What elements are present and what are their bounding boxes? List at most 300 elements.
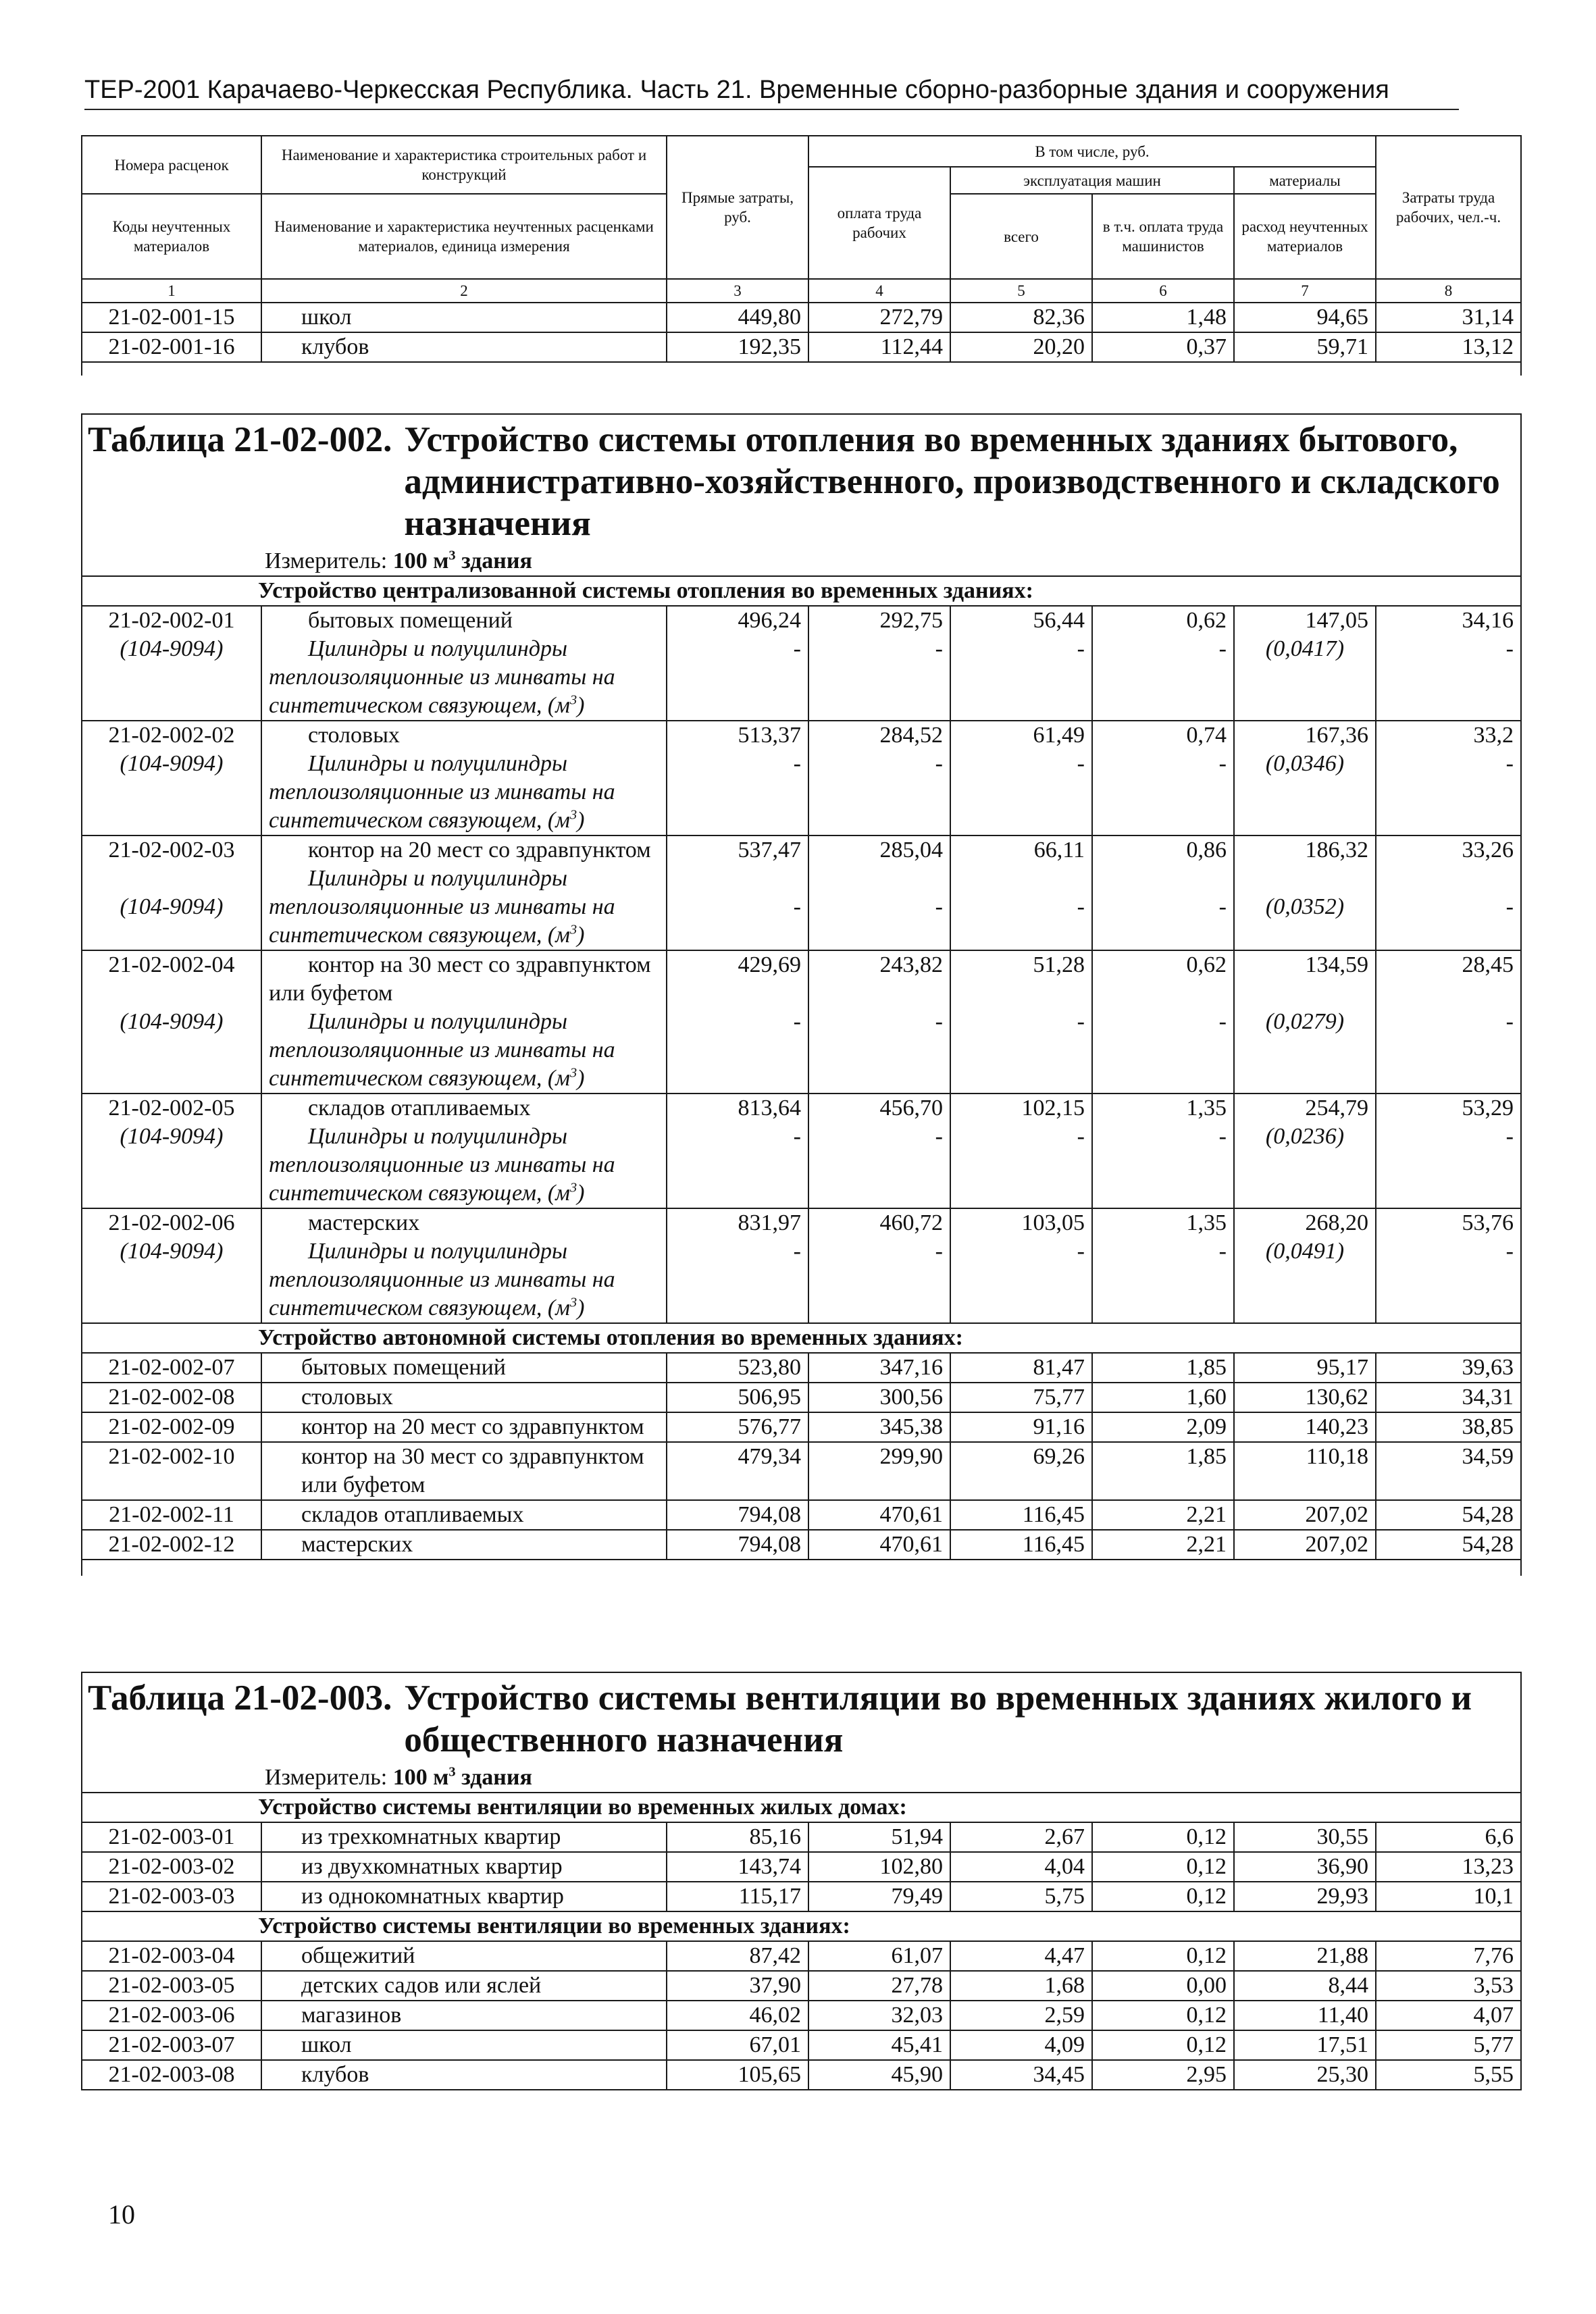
materials: 30,55 — [1234, 1822, 1376, 1852]
work-name-cell — [261, 721, 667, 835]
dash: - — [793, 636, 801, 661]
dash: - — [935, 751, 943, 776]
material-unit-close: ) — [577, 693, 585, 718]
direct-costs-cell — [667, 1208, 808, 1323]
materials-cell — [1234, 835, 1376, 950]
machinist-wages: 0,00 — [1092, 1971, 1234, 2001]
table-title-block — [82, 414, 1521, 547]
materials-cell — [1234, 1208, 1376, 1323]
materials: 36,90 — [1234, 1852, 1376, 1882]
machines-total: 91,16 — [950, 1412, 1092, 1442]
materials-cell — [1234, 950, 1376, 1094]
col-num-5: 5 — [950, 279, 1092, 303]
material-code: (104-9094) — [120, 751, 224, 776]
table-row — [82, 1882, 1521, 1911]
material-code: (104-9094) — [120, 1239, 224, 1264]
material-name-text: Цилиндры и полуцилиндры теплоизоляционные из минваты на синтетическом связующем, (м — [269, 636, 615, 718]
labor-hours: 33,26 — [1462, 838, 1514, 863]
work-name: бытовых помещений — [308, 608, 513, 633]
dash: - — [1505, 1009, 1514, 1034]
labor-hours-cell — [1376, 1094, 1521, 1208]
labor-hours: 34,59 — [1376, 1442, 1521, 1500]
work-name: мастерских — [308, 1210, 420, 1235]
materials: 186,32 — [1305, 838, 1368, 863]
table-row — [82, 2001, 1521, 2030]
material-usage: (0,0346) — [1265, 751, 1345, 776]
material-name-text: Цилиндры и полуцилиндры теплоизоляционные из минваты на синтетическом связующем, (м — [269, 751, 615, 833]
page-number: 10 — [108, 2199, 135, 2230]
col-num-1: 1 — [82, 279, 261, 303]
machines-total: 102,15 — [1021, 1096, 1085, 1121]
work-name: складов отапливаемых — [261, 1500, 667, 1530]
machinist-wages: 0,12 — [1092, 1852, 1234, 1882]
labor-hours: 54,28 — [1376, 1500, 1521, 1530]
dash: - — [1077, 1124, 1085, 1149]
wages-cell — [808, 950, 950, 1094]
rate-code: 21-02-001-15 — [82, 303, 261, 332]
direct-costs: 87,42 — [667, 1941, 808, 1971]
col-including: В том числе, руб. — [808, 136, 1376, 167]
rate-code-cell — [82, 1094, 261, 1208]
material-name-text: Цилиндры и полуцилиндры теплоизоляционные из минваты на синтетическом связующем, (м — [269, 1124, 615, 1206]
machinist-wages: 0,62 — [1186, 608, 1227, 633]
work-name: детских садов или яслей — [261, 1971, 667, 2001]
wages: 45,41 — [808, 2030, 950, 2060]
wages-cell — [808, 1208, 950, 1323]
materials: 29,93 — [1234, 1882, 1376, 1911]
materials: 140,23 — [1234, 1412, 1376, 1442]
section-heading: Устройство системы вентиляции во временных зданиях: — [82, 1911, 1521, 1941]
materials: 8,44 — [1234, 1971, 1376, 2001]
dash: - — [1077, 751, 1085, 776]
table-row — [82, 1852, 1521, 1882]
rate-code: 21-02-002-01 — [108, 608, 235, 633]
labor-hours-cell — [1376, 950, 1521, 1094]
machinist-wages-cell — [1092, 835, 1234, 950]
direct-costs: 143,74 — [667, 1852, 808, 1882]
dash: - — [1218, 1009, 1227, 1034]
direct-costs: 67,01 — [667, 2030, 808, 2060]
table-row — [82, 2060, 1521, 2090]
work-name-cell — [261, 1094, 667, 1208]
labor-hours: 6,6 — [1376, 1822, 1521, 1852]
direct-costs: 449,80 — [667, 303, 808, 332]
rate-code: 21-02-003-01 — [82, 1822, 261, 1852]
wages: 345,38 — [808, 1412, 950, 1442]
direct-costs-cell — [667, 606, 808, 721]
material-unit-sup: 3 — [569, 1295, 577, 1310]
table-21-02-003 — [81, 1672, 1522, 2090]
dash: - — [1505, 894, 1514, 919]
work-name: столовых — [261, 1383, 667, 1412]
rate-code: 21-02-002-02 — [108, 723, 235, 748]
col-material-names: Наименование и характеристика неучтенных расценками материалов, единица измерения — [261, 194, 667, 279]
machinist-wages-cell — [1092, 721, 1234, 835]
col-machines-total: всего — [950, 194, 1092, 279]
material-name — [269, 1237, 659, 1322]
wages: 456,70 — [879, 1096, 943, 1121]
labor-hours-cell — [1376, 721, 1521, 835]
material-name — [269, 1123, 659, 1208]
unit-sup: 3 — [448, 548, 456, 563]
work-name: школ — [261, 303, 667, 332]
material-code: (104-9094) — [120, 1009, 224, 1034]
direct-costs: 513,37 — [738, 723, 801, 748]
materials: 21,88 — [1234, 1941, 1376, 1971]
machines-total: 2,59 — [950, 2001, 1092, 2030]
direct-costs: 85,16 — [667, 1822, 808, 1852]
machinist-wages: 1,35 — [1186, 1210, 1227, 1235]
work-name: контор на 20 мест со здравпунктом — [308, 838, 651, 863]
materials: 11,40 — [1234, 2001, 1376, 2030]
materials: 134,59 — [1305, 952, 1368, 977]
table-row — [82, 1500, 1521, 1530]
wages: 243,82 — [879, 952, 943, 977]
machines-total: 75,77 — [950, 1383, 1092, 1412]
machinist-wages: 1,35 — [1186, 1096, 1227, 1121]
col-machines: эксплуатация машин — [950, 167, 1234, 194]
dash: - — [1218, 636, 1227, 661]
dash: - — [1077, 1009, 1085, 1034]
rate-code: 21-02-002-10 — [82, 1442, 261, 1500]
labor-hours: 5,55 — [1376, 2060, 1521, 2090]
col-num-2: 2 — [261, 279, 667, 303]
rate-code: 21-02-003-04 — [82, 1941, 261, 1971]
direct-costs: 523,80 — [667, 1353, 808, 1383]
dash: - — [1505, 751, 1514, 776]
labor-hours-cell — [1376, 1208, 1521, 1323]
labor-hours: 34,31 — [1376, 1383, 1521, 1412]
rate-code: 21-02-002-09 — [82, 1412, 261, 1442]
dash: - — [935, 1009, 943, 1034]
machinist-wages-cell — [1092, 1208, 1234, 1323]
unit-value: 100 м — [392, 548, 449, 573]
wages: 460,72 — [879, 1210, 943, 1235]
rate-code: 21-02-003-05 — [82, 1971, 261, 2001]
machines-total: 20,20 — [950, 332, 1092, 362]
work-name: столовых — [308, 723, 400, 748]
materials: 167,36 — [1305, 723, 1368, 748]
labor-hours: 39,63 — [1376, 1353, 1521, 1383]
table-title: Устройство системы отопления во временных зданиях бытового, административно-хозяйственного, производственного и складского назначения — [404, 420, 1500, 543]
machines-total-cell — [950, 1094, 1092, 1208]
machines-total-cell — [950, 835, 1092, 950]
material-unit-sup: 3 — [569, 1180, 577, 1195]
table-title: Устройство системы вентиляции во временных зданиях жилого и общественного назначения — [404, 1678, 1472, 1759]
dash: - — [935, 636, 943, 661]
rate-code: 21-02-003-07 — [82, 2030, 261, 2060]
rate-code-cell — [82, 606, 261, 721]
direct-costs: 813,64 — [738, 1096, 801, 1121]
table-row — [82, 1353, 1521, 1383]
material-name-text: Цилиндры и полуцилиндры теплоизоляционные из минваты на синтетическом связующем, (м — [269, 866, 615, 948]
material-name-text: Цилиндры и полуцилиндры теплоизоляционные из минваты на синтетическом связующем, (м — [269, 1009, 615, 1091]
materials-cell — [1234, 721, 1376, 835]
labor-hours: 33,2 — [1473, 723, 1514, 748]
wages: 32,03 — [808, 2001, 950, 2030]
material-unit-close: ) — [577, 1295, 585, 1320]
section-heading: Устройство автономной системы отопления во временных зданиях: — [82, 1323, 1521, 1353]
materials: 207,02 — [1234, 1530, 1376, 1560]
machines-total: 1,68 — [950, 1971, 1092, 2001]
direct-costs: 46,02 — [667, 2001, 808, 2030]
direct-costs: 429,69 — [738, 952, 801, 977]
section-heading: Устройство централизованной системы отопления во временных зданиях: — [82, 576, 1521, 606]
direct-costs: 496,24 — [738, 608, 801, 633]
wages: 27,78 — [808, 1971, 950, 2001]
labor-hours: 38,85 — [1376, 1412, 1521, 1442]
machinist-wages: 2,95 — [1092, 2060, 1234, 2090]
machines-total: 4,09 — [950, 2030, 1092, 2060]
wages: 292,75 — [879, 608, 943, 633]
machinist-wages: 0,12 — [1092, 2001, 1234, 2030]
machines-total-cell — [950, 721, 1092, 835]
machinist-wages: 0,12 — [1092, 1882, 1234, 1911]
table-row — [82, 950, 1521, 1094]
work-name: контор на 30 мест со здравпунктом или буфетом — [261, 1442, 667, 1500]
direct-costs: 794,08 — [667, 1500, 808, 1530]
unit-sup: 3 — [448, 1764, 456, 1780]
dash: - — [1077, 894, 1085, 919]
wages: 45,90 — [808, 2060, 950, 2090]
machinist-wages: 0,12 — [1092, 1822, 1234, 1852]
table-row — [82, 1208, 1521, 1323]
materials: 254,79 — [1305, 1096, 1368, 1121]
rate-code: 21-02-002-12 — [82, 1530, 261, 1560]
col-wages: оплата труда рабочих — [808, 167, 950, 279]
material-name — [269, 750, 659, 835]
machinist-wages: 1,48 — [1092, 303, 1234, 332]
work-name: магазинов — [261, 2001, 667, 2030]
labor-hours: 31,14 — [1376, 303, 1521, 332]
table-row — [82, 1971, 1521, 2001]
dash: - — [935, 1239, 943, 1264]
dash: - — [1218, 1124, 1227, 1149]
labor-hours: 53,76 — [1462, 1210, 1514, 1235]
table-number: Таблица 21-02-003. — [88, 1678, 392, 1718]
direct-costs: 37,90 — [667, 1971, 808, 2001]
machines-total: 56,44 — [1033, 608, 1085, 633]
dash: - — [1218, 1239, 1227, 1264]
wages-cell — [808, 835, 950, 950]
work-name: школ — [261, 2030, 667, 2060]
table-row — [82, 606, 1521, 721]
machines-total: 61,49 — [1033, 723, 1085, 748]
machines-total: 82,36 — [950, 303, 1092, 332]
col-num-4: 4 — [808, 279, 950, 303]
table-row — [82, 1094, 1521, 1208]
col-work-name: Наименование и характеристика строительных работ и конструкций — [261, 136, 667, 194]
machines-total: 4,04 — [950, 1852, 1092, 1882]
material-unit-close: ) — [577, 923, 585, 948]
material-unit-sup: 3 — [569, 807, 577, 823]
work-name-cell — [261, 1208, 667, 1323]
machinist-wages: 2,09 — [1092, 1412, 1234, 1442]
col-num-6: 6 — [1092, 279, 1234, 303]
labor-hours: 7,76 — [1376, 1941, 1521, 1971]
wages: 470,61 — [808, 1530, 950, 1560]
wages: 470,61 — [808, 1500, 950, 1530]
table-21-02-002 — [81, 413, 1522, 1576]
col-num-8: 8 — [1376, 279, 1521, 303]
work-name: общежитий — [261, 1941, 667, 1971]
machinist-wages-cell — [1092, 606, 1234, 721]
dash: - — [793, 1239, 801, 1264]
direct-costs-cell — [667, 721, 808, 835]
materials: 130,62 — [1234, 1383, 1376, 1412]
machinist-wages-cell — [1092, 1094, 1234, 1208]
direct-costs-cell — [667, 835, 808, 950]
rate-code-cell — [82, 1208, 261, 1323]
wages: 102,80 — [808, 1852, 950, 1882]
table-row — [82, 303, 1521, 332]
material-unit-close: ) — [577, 1066, 585, 1091]
wages-cell — [808, 721, 950, 835]
rate-code: 21-02-003-08 — [82, 2060, 261, 2090]
machines-total: 4,47 — [950, 1941, 1092, 1971]
machinist-wages: 0,37 — [1092, 332, 1234, 362]
rate-code-cell — [82, 950, 261, 1094]
machines-total: 116,45 — [950, 1530, 1092, 1560]
col-material-codes: Коды неучтенных материалов — [82, 194, 261, 279]
machines-total: 69,26 — [950, 1442, 1092, 1500]
table-row — [82, 1941, 1521, 1971]
machines-total: 2,67 — [950, 1822, 1092, 1852]
wages: 347,16 — [808, 1353, 950, 1383]
dash: - — [793, 1009, 801, 1034]
dash: - — [1218, 751, 1227, 776]
col-machinist-wages: в т.ч. оплата труда машинистов — [1092, 194, 1234, 279]
labor-hours: 5,77 — [1376, 2030, 1521, 2060]
material-name — [269, 635, 659, 720]
rate-code: 21-02-002-06 — [108, 1210, 235, 1235]
section-heading: Устройство системы вентиляции во временных жилых домах: — [82, 1793, 1521, 1822]
labor-hours-cell — [1376, 835, 1521, 950]
materials-cell — [1234, 1094, 1376, 1208]
material-code: (104-9094) — [120, 894, 224, 919]
material-unit-sup: 3 — [569, 922, 577, 937]
material-usage: (0,0279) — [1265, 1009, 1345, 1034]
wages: 79,49 — [808, 1882, 950, 1911]
rate-code: 21-02-002-08 — [82, 1383, 261, 1412]
rate-code: 21-02-001-16 — [82, 332, 261, 362]
table-row — [82, 721, 1521, 835]
wages: 61,07 — [808, 1941, 950, 1971]
rate-code: 21-02-003-03 — [82, 1882, 261, 1911]
dash: - — [1505, 1239, 1514, 1264]
work-name: клубов — [261, 332, 667, 362]
materials: 94,65 — [1234, 303, 1376, 332]
machines-total-cell — [950, 606, 1092, 721]
machinist-wages: 0,74 — [1186, 723, 1227, 748]
unit-of-measure — [82, 547, 1521, 576]
labor-hours: 53,29 — [1462, 1096, 1514, 1121]
wages: 51,94 — [808, 1822, 950, 1852]
direct-costs: 794,08 — [667, 1530, 808, 1560]
machines-total: 34,45 — [950, 2060, 1092, 2090]
unit-tail: здания — [461, 1765, 532, 1790]
materials-cell — [1234, 606, 1376, 721]
machines-total: 116,45 — [950, 1500, 1092, 1530]
direct-costs-cell — [667, 1094, 808, 1208]
col-materials: материалы — [1234, 167, 1376, 194]
rates-table-header — [81, 135, 1522, 376]
wages: 272,79 — [808, 303, 950, 332]
machinist-wages: 1,85 — [1092, 1442, 1234, 1500]
rate-code: 21-02-002-03 — [108, 838, 235, 863]
table-row — [82, 1530, 1521, 1560]
wages: 285,04 — [879, 838, 943, 863]
table-row — [82, 1412, 1521, 1442]
col-direct-costs: Прямые затраты, руб. — [667, 136, 808, 279]
rate-code-cell — [82, 835, 261, 950]
table-row — [82, 1822, 1521, 1852]
work-name: из двухкомнатных квартир — [261, 1852, 667, 1882]
material-code: (104-9094) — [120, 636, 224, 661]
materials: 59,71 — [1234, 332, 1376, 362]
material-usage: (0,0417) — [1265, 636, 1345, 661]
dash: - — [793, 751, 801, 776]
machinist-wages: 0,86 — [1186, 838, 1227, 863]
machinist-wages-cell — [1092, 950, 1234, 1094]
machinist-wages: 0,12 — [1092, 1941, 1234, 1971]
labor-hours: 3,53 — [1376, 1971, 1521, 2001]
machinist-wages: 0,62 — [1186, 952, 1227, 977]
labor-hours: 54,28 — [1376, 1530, 1521, 1560]
direct-costs: 115,17 — [667, 1882, 808, 1911]
material-name — [269, 1008, 659, 1093]
work-name: мастерских — [261, 1530, 667, 1560]
rate-code: 21-02-003-06 — [82, 2001, 261, 2030]
dash: - — [793, 1124, 801, 1149]
table-row — [82, 1442, 1521, 1500]
unit-value: 100 м — [392, 1765, 449, 1790]
wages-cell — [808, 606, 950, 721]
materials: 110,18 — [1234, 1442, 1376, 1500]
work-name: из трехкомнатных квартир — [261, 1822, 667, 1852]
work-name: из однокомнатных квартир — [261, 1882, 667, 1911]
unit-tail: здания — [461, 548, 532, 573]
material-name — [269, 865, 659, 950]
col-labor: Затраты труда рабочих, чел.-ч. — [1376, 136, 1521, 279]
work-name: бытовых помещений — [261, 1353, 667, 1383]
col-num-3: 3 — [667, 279, 808, 303]
machines-total: 103,05 — [1021, 1210, 1085, 1235]
material-usage: (0,0491) — [1265, 1239, 1345, 1264]
work-name-cell — [261, 835, 667, 950]
machinist-wages: 1,60 — [1092, 1383, 1234, 1412]
wages-cell — [808, 1094, 950, 1208]
machinist-wages: 1,85 — [1092, 1353, 1234, 1383]
wages: 299,90 — [808, 1442, 950, 1500]
dash: - — [1077, 636, 1085, 661]
col-num-7: 7 — [1234, 279, 1376, 303]
col-rate-number: Номера расценок — [82, 136, 261, 194]
work-name: складов отапливаемых — [308, 1096, 531, 1121]
labor-hours: 34,16 — [1462, 608, 1514, 633]
machines-total: 51,28 — [1033, 952, 1085, 977]
dash: - — [935, 894, 943, 919]
wages: 300,56 — [808, 1383, 950, 1412]
rate-code: 21-02-002-05 — [108, 1096, 235, 1121]
work-name: контор на 30 мест со здравпунктом или буфетом — [269, 952, 651, 1006]
material-unit-close: ) — [577, 808, 585, 833]
material-unit-close: ) — [577, 1181, 585, 1206]
rate-code: 21-02-002-04 — [108, 952, 235, 977]
table-number: Таблица 21-02-002. — [88, 420, 392, 459]
direct-costs: 506,95 — [667, 1383, 808, 1412]
labor-hours-cell — [1376, 606, 1521, 721]
